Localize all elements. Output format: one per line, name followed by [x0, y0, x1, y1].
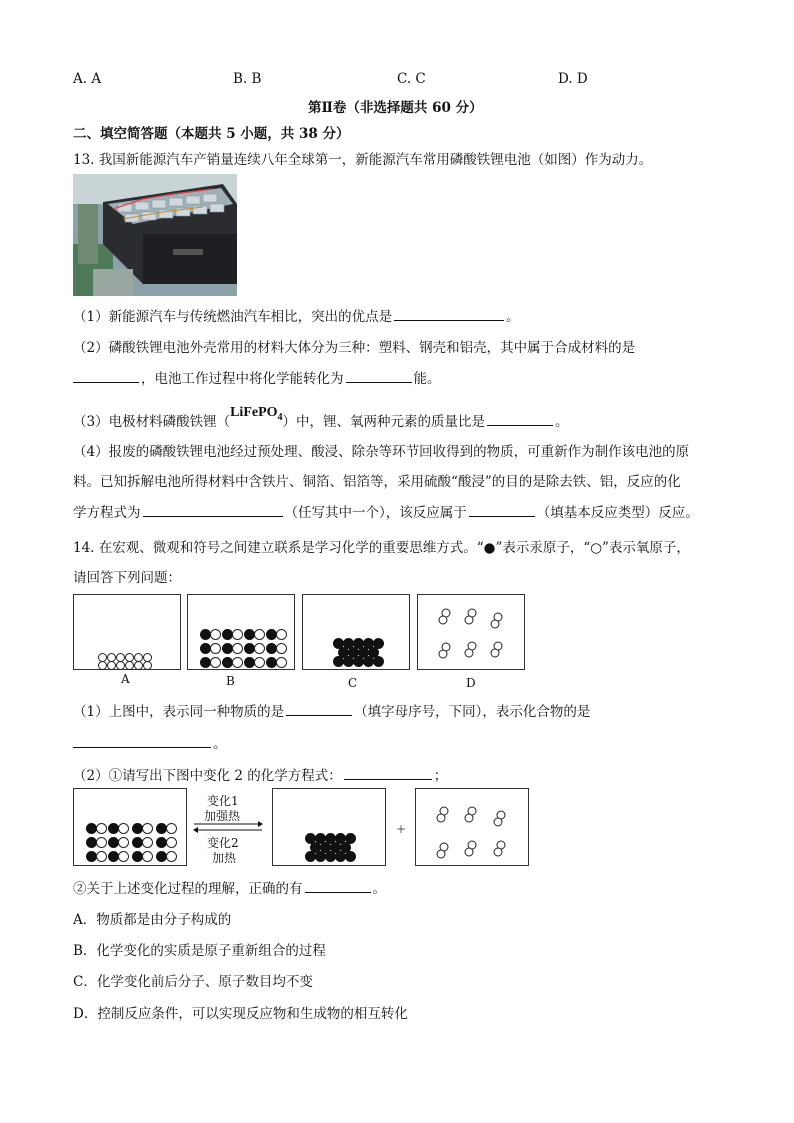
q14-stem-b: 请回答下列问题： [73, 570, 181, 586]
answer-blank[interactable] [73, 370, 139, 383]
q13-part2b [73, 367, 441, 387]
option-a[interactable]: A．物质都是由分子构成的 [73, 912, 232, 928]
q14-part1a-end: （填字母序号，下同），表示化合物的是 [354, 704, 591, 720]
answer-blank[interactable] [305, 880, 371, 893]
formula-lifepo4 [230, 405, 283, 423]
q13-part3-end: ）中，锂、氧两种元素的质量比是 [282, 414, 486, 430]
answer-blank[interactable] [346, 370, 412, 383]
reaction-reactant-box [73, 788, 187, 866]
option-d[interactable]: D．控制反应条件，可以实现反应物和生成物的相互转化 [73, 1006, 408, 1022]
answer-blank[interactable] [344, 767, 432, 780]
q13-part1-text: （1）新能源汽车与传统燃油汽车相比，突出的优点是 [73, 309, 393, 325]
q14-part2-end: ； [433, 768, 448, 784]
change2-label: 变化2 [207, 836, 239, 850]
option-b[interactable]: B．化学变化的实质是原子重新组合的过程 [73, 943, 326, 959]
choice-b: B. B [233, 71, 262, 87]
q14-part1a-text: （1）上图中，表示同一种物质的是 [73, 704, 285, 720]
q14-part1b-end: 。 [213, 736, 227, 752]
q13-part2b-mid: ，电池工作过程中将化学能转化为 [141, 371, 344, 387]
q14-part2-text: （2）①请写出下图中变化 2 的化学方程式： [73, 768, 342, 784]
formula-main: LiFePO [230, 405, 278, 420]
q13-part4c-end: （填基本反应类型）反应。 [536, 505, 699, 521]
q13-part4c-start: 学方程式为 [73, 505, 141, 521]
label-d: D [466, 676, 476, 690]
q13-part3 [73, 405, 569, 433]
section-title: 第Ⅱ卷（非选择题共 60 分） [308, 100, 483, 116]
answer-blank[interactable] [73, 735, 211, 748]
q13-part1 [73, 305, 520, 325]
part-title: 二、填空简答题（本题共 5 小题，共 38 分） [73, 126, 350, 142]
reaction-arrows-icon [192, 820, 264, 834]
q14-part1a [73, 700, 590, 720]
choice-d: D. D [558, 71, 588, 87]
q13-part3-start: （3）电极材料磷酸铁锂（ [73, 414, 231, 430]
answer-blank[interactable] [469, 504, 535, 517]
answer-blank[interactable] [143, 504, 283, 517]
q14-part1b [73, 732, 227, 752]
label-c: C [348, 676, 358, 690]
q13-part2b-end: 能。 [413, 371, 441, 387]
figure-box-c [302, 594, 410, 670]
figure-box-a [73, 594, 181, 670]
q13-part4b: 料。已知拆解电池所得材料中含铁片、铜箔、铝箔等，采用硫酸“酸浸”的目的是除去铁、铝，反应的化 [73, 474, 681, 490]
formula-sub: 4 [277, 411, 283, 423]
q13-part3-dot: 。 [555, 414, 569, 430]
q13-part1-end: 。 [506, 309, 520, 325]
q13-part4c-mid: （任写其中一个），该反应属于 [284, 505, 467, 521]
q13-stem: 13. 我国新能源汽车产销量连续八年全球第一，新能源汽车常用磷酸铁锂电池（如图）作为动力。 [73, 152, 653, 168]
battery-photo [73, 174, 237, 296]
q13-part4a: （4）报废的磷酸铁锂电池经过预处理、酸浸、除杂等环节回收得到的物质，可重新作为制作该电池的原 [73, 444, 690, 460]
change1-condition: 加强热 [204, 809, 241, 823]
q14-part2b-end: 。 [372, 881, 386, 897]
reaction-product-o2-box [415, 788, 529, 866]
q13-part2a: （2）磷酸铁锂电池外壳常用的材料大体分为三种：塑料、钢壳和铝壳，其中属于合成材料的是 [73, 340, 636, 356]
q14-part2b-text: ②关于上述变化过程的理解，正确的有 [73, 881, 303, 897]
choice-a: A. A [73, 71, 102, 87]
reaction-product-hg-box [272, 788, 386, 866]
figure-box-d [417, 594, 525, 670]
answer-blank[interactable] [394, 308, 504, 321]
q13-part4c [73, 501, 699, 521]
option-c[interactable]: C．化学变化前后分子、原子数目均不变 [73, 974, 313, 990]
figure-box-b [187, 594, 295, 670]
q14-stem-a: 14. 在宏观、微观和符号之间建立联系是学习化学的重要思维方式。“●”表示汞原子，“○”表示氧原子， [73, 540, 690, 556]
q14-part2 [73, 764, 447, 784]
change1-label: 变化1 [207, 794, 239, 808]
choice-c: C. C [397, 71, 426, 87]
answer-blank[interactable] [487, 413, 553, 426]
label-b: B [226, 674, 235, 688]
label-a: A [121, 672, 130, 686]
plus-sign: + [396, 822, 407, 836]
change2-condition: 加热 [212, 851, 237, 865]
answer-blank[interactable] [286, 703, 352, 716]
q14-part2b [73, 877, 386, 897]
